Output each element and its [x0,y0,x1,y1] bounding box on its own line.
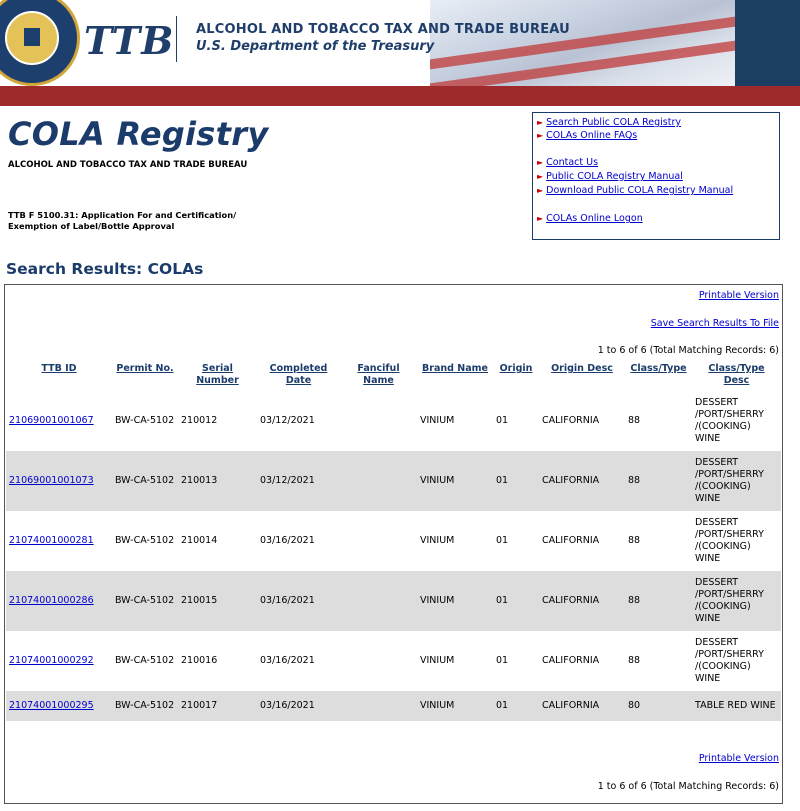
record-count-bottom: 1 to 6 of 6 (Total Matching Records: 6) [597,781,779,792]
fanciful-cell [340,691,417,721]
link-item [537,213,643,225]
arrow-icon: ► [537,186,544,195]
class-type-cell: 88 [628,535,641,546]
ttb-id-link[interactable]: 21074001000292 [9,655,94,666]
arrow-icon: ► [537,214,544,223]
page-subtitle: ALCOHOL AND TOBACCO TAX AND TRADE BUREAU [8,160,248,170]
bureau-name: ALCOHOL AND TOBACCO TAX AND TRADE BUREAU [196,22,570,37]
ttb-id-link[interactable]: 21069001001067 [9,415,94,426]
serial-cell: 210012 [181,415,218,426]
arrow-icon: ► [537,118,544,127]
ttb-id-cell [6,451,112,511]
class-desc-cell: DESSERT /PORT/SHERRY /(COOKING) WINE [695,637,764,684]
ttb-id-cell [6,511,112,571]
column-header-origin-desc[interactable]: Origin Desc [551,363,613,374]
class-desc-cell: TABLE RED WINE [692,691,781,721]
save-results-container [651,318,779,329]
table-row [6,511,781,571]
serial-cell: 210013 [178,451,257,511]
results-panel [4,284,783,804]
date-cell: 03/16/2021 [260,655,315,666]
ttb-id-cell [6,631,112,691]
contact-us-link[interactable]: Contact Us [546,157,599,168]
origin-desc-cell: CALIFORNIA [539,451,625,511]
search-registry-link[interactable]: Search Public COLA Registry [546,117,681,128]
date-cell: 03/16/2021 [260,535,315,546]
column-header-serial-number[interactable]: Serial Number [196,363,239,386]
ttb-id-cell [6,691,112,721]
ttb-id-link[interactable]: 21074001000281 [9,535,94,546]
colas-online-logon-link[interactable]: COLAs Online Logon [546,213,643,224]
link-item [537,117,681,129]
table-row [6,691,781,721]
column-header-brand-name[interactable]: Brand Name [422,363,488,374]
banner-navy-block [735,0,800,86]
brand-cell: VINIUM [420,535,455,546]
class-type-cell: 88 [625,451,692,511]
printable-version-container [699,753,779,764]
origin-cell: 01 [496,655,509,666]
table-header-row [6,361,781,391]
fanciful-cell [340,571,417,631]
form-title-line: Exemption of Label/Bottle Approval [8,221,175,231]
fanciful-cell [340,511,417,571]
column-header-fanciful-name[interactable]: Fanciful Name [357,363,400,386]
header-red-bar [0,86,800,106]
form-title-line: TTB F 5100.31: Application For and Certification/ [8,210,237,220]
table-row [6,571,781,631]
permit-cell: BW-CA-5102 [115,535,175,546]
department-name: U.S. Department of the Treasury [196,39,435,54]
class-desc-cell: DESSERT /PORT/SHERRY /(COOKING) WINE [695,517,764,564]
permit-cell: BW-CA-5102 [115,655,175,666]
results-heading: Search Results: COLAs [6,260,204,278]
serial-cell: 210015 [178,571,257,631]
record-count: 1 to 6 of 6 (Total Matching Records: 6) [597,345,779,356]
date-cell: 03/12/2021 [260,415,315,426]
printable-version-link-bottom[interactable]: Printable Version [698,753,779,764]
link-item [537,157,598,169]
arrow-icon: ► [537,158,544,167]
class-desc-cell: DESSERT /PORT/SHERRY /(COOKING) WINE [692,451,781,511]
ttb-id-cell [6,571,112,631]
serial-cell: 210016 [181,655,218,666]
column-header-completed-date[interactable]: Completed Date [269,363,328,386]
form-title [8,210,308,232]
origin-desc-cell: CALIFORNIA [542,655,600,666]
arrow-icon: ► [537,131,544,140]
class-desc-cell: DESSERT /PORT/SHERRY /(COOKING) WINE [692,571,781,631]
arrow-icon: ► [537,172,544,181]
column-header-permit-no[interactable]: Permit No. [116,363,174,374]
quick-links-box [532,112,780,240]
origin-cell: 01 [493,571,539,631]
table-row [6,451,781,511]
class-desc-cell: DESSERT /PORT/SHERRY /(COOKING) WINE [695,397,764,444]
serial-cell: 210017 [178,691,257,721]
link-item [537,130,637,142]
brand-cell: VINIUM [420,655,455,666]
printable-version-link[interactable]: Printable Version [698,290,779,301]
class-type-cell: 88 [628,655,641,666]
serial-cell: 210014 [181,535,218,546]
fanciful-cell [340,391,417,451]
origin-desc-cell: CALIFORNIA [542,415,600,426]
column-header-class-type[interactable]: Class/Type [630,363,687,374]
logo-divider [176,16,177,62]
printable-version-container [699,290,779,301]
class-type-cell: 88 [628,415,641,426]
download-manual-link[interactable]: Download Public COLA Registry Manual [546,185,734,196]
column-header-class-type-desc[interactable]: Class/Type Desc [708,363,765,386]
ttb-seal-icon [0,0,80,86]
fanciful-cell [340,451,417,511]
column-header-ttb-id[interactable]: TTB ID [41,363,77,374]
date-cell: 03/16/2021 [257,691,340,721]
origin-cell: 01 [496,535,509,546]
brand-cell: VINIUM [420,415,455,426]
permit-cell: BW-CA-5102 [112,571,178,631]
faqs-link[interactable]: COLAs Online FAQs [546,130,638,141]
save-results-link[interactable]: Save Search Results To File [650,318,779,329]
permit-cell: BW-CA-5102 [112,691,178,721]
link-item [537,185,733,197]
permit-cell: BW-CA-5102 [115,415,175,426]
origin-cell: 01 [493,451,539,511]
results-table [6,361,781,721]
brand-cell: VINIUM [417,571,493,631]
ttb-id-link[interactable]: 21074001000286 [9,595,94,606]
brand-cell: VINIUM [417,451,493,511]
class-type-cell: 88 [625,571,692,631]
registry-manual-link[interactable]: Public COLA Registry Manual [546,171,683,182]
page-title: COLA Registry [8,115,269,153]
brand-cell: VINIUM [417,691,493,721]
origin-cell: 01 [496,415,509,426]
table-row [6,391,781,451]
ttb-id-link[interactable]: 21069001001073 [9,475,94,486]
date-cell: 03/16/2021 [257,571,340,631]
class-type-cell: 80 [625,691,692,721]
permit-cell: BW-CA-5102 [112,451,178,511]
origin-desc-cell: CALIFORNIA [542,535,600,546]
ttb-id-cell [6,391,112,451]
header-banner [0,0,800,86]
origin-desc-cell: CALIFORNIA [539,691,625,721]
column-header-origin[interactable]: Origin [499,363,533,374]
origin-cell: 01 [493,691,539,721]
date-cell: 03/12/2021 [257,451,340,511]
origin-desc-cell: CALIFORNIA [539,571,625,631]
table-row [6,631,781,691]
ttb-logo: TTB [84,18,175,63]
link-item [537,171,683,183]
ttb-id-link[interactable]: 21074001000295 [9,700,94,711]
fanciful-cell [340,631,417,691]
